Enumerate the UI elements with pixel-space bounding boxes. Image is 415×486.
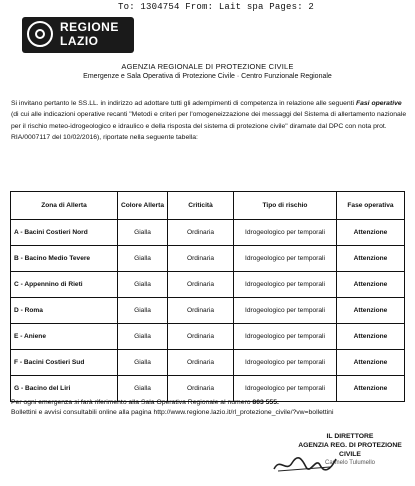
phase-cell: Attenzione (337, 324, 405, 350)
risk-type-cell: Idrogeologico per temporali (234, 246, 337, 272)
criticality-cell: Ordinaria (168, 298, 234, 324)
phase-cell: Attenzione (337, 350, 405, 376)
region-emblem-icon (27, 21, 53, 47)
color-cell: Gialla (118, 246, 168, 272)
alert-zones-table (10, 191, 405, 402)
table-row (11, 324, 405, 350)
header-criticality: Criticità (168, 192, 234, 220)
risk-type-cell: Idrogeologico per temporali (234, 220, 337, 246)
table-row (11, 220, 405, 246)
intro-text-part2: (di cui alle indicazioni operative recanti "Metodi e criteri per l'omogeneizzazione dei messaggi del Sistema di allertamento nazionale per il rischio meteo-idrogeologico e idraulico e della risposta del sistema di protezione civile" diramate dal DPC con nota prot. RIA/0007117 del 10/02/2016), riportate nella seguente tabella: (11, 111, 407, 142)
header-phase: Fase operativa (337, 192, 405, 220)
phase-cell: Attenzione (337, 272, 405, 298)
zone-cell: B - Bacino Medio Tevere (11, 246, 118, 272)
handwritten-signature (270, 453, 340, 475)
criticality-cell: Ordinaria (168, 376, 234, 402)
color-cell: Gialla (118, 376, 168, 402)
criticality-cell: Ordinaria (168, 220, 234, 246)
risk-type-cell: Idrogeologico per temporali (234, 350, 337, 376)
zone-cell: D - Roma (11, 298, 118, 324)
criticality-cell: Ordinaria (168, 350, 234, 376)
color-cell: Gialla (118, 324, 168, 350)
header-risk-type: Tipo di rischio (234, 192, 337, 220)
criticality-cell: Ordinaria (168, 324, 234, 350)
table-row (11, 272, 405, 298)
regione-lazio-logo (22, 17, 134, 53)
risk-type-cell: Idrogeologico per temporali (234, 324, 337, 350)
signature-name: Carmelo Tulumello (324, 460, 376, 466)
criticality-cell: Ordinaria (168, 272, 234, 298)
table-header-row (11, 192, 405, 220)
phase-cell: Attenzione (337, 246, 405, 272)
agency-subtitle: Emergenze e Sala Operativa di Protezione Civile · Centro Funzionale Regionale (83, 73, 332, 80)
criticality-cell: Ordinaria (168, 246, 234, 272)
color-cell: Gialla (118, 350, 168, 376)
agency-header (0, 62, 415, 80)
risk-type-cell: Idrogeologico per temporali (234, 298, 337, 324)
risk-type-cell: Idrogeologico per temporali (234, 376, 337, 402)
intro-paragraph (11, 98, 407, 144)
zone-cell: E - Aniene (11, 324, 118, 350)
table-row (11, 350, 405, 376)
fax-header: To: 1304754 From: Lait spa Pages: 2 (118, 2, 315, 12)
bulletin-link-line: Bollettini e avvisi consultabili online alla pagina http://www.regione.lazio.it/rl_protezione_civile/?vw=bollettini (11, 409, 334, 416)
zone-cell: A - Bacini Costieri Nord (11, 220, 118, 246)
zone-cell: G - Bacino del Liri (11, 376, 118, 402)
intro-text-part1: Si invitano pertanto le SS.LL. in indirizzo ad adottare tutti gli adempimenti di competenza in relazione alle seguenti (11, 100, 356, 107)
emergency-text: Per ogni emergenza si farà riferimento alla Sala Operativa Regionale al numero (11, 399, 253, 406)
emergency-line (11, 398, 407, 408)
header-zone: Zona di Allerta (11, 192, 118, 220)
logo-text-line2: LAZIO (60, 34, 99, 48)
zone-cell: C - Appennino di Rieti (11, 272, 118, 298)
signature-title: IL DIRETTORE (326, 433, 374, 440)
zone-cell: F - Bacini Costieri Sud (11, 350, 118, 376)
phase-cell: Attenzione (337, 298, 405, 324)
color-cell: Gialla (118, 298, 168, 324)
logo-text-line1: REGIONE (60, 20, 119, 34)
phase-cell: Attenzione (337, 376, 405, 402)
agency-name: AGENZIA REGIONALE DI PROTEZIONE CIVILE (121, 62, 294, 71)
phase-cell: Attenzione (337, 220, 405, 246)
footer-notes (11, 398, 407, 418)
color-cell: Gialla (118, 220, 168, 246)
color-cell: Gialla (118, 272, 168, 298)
intro-emphasis: Fasi operative (355, 100, 402, 107)
table-row (11, 246, 405, 272)
signature-org: AGENZIA REG. DI PROTEZIONE CIVILE (298, 442, 402, 458)
emergency-number: 803 555. (252, 399, 279, 406)
risk-type-cell: Idrogeologico per temporali (234, 272, 337, 298)
header-color: Colore Allerta (118, 192, 168, 220)
table-row (11, 298, 405, 324)
